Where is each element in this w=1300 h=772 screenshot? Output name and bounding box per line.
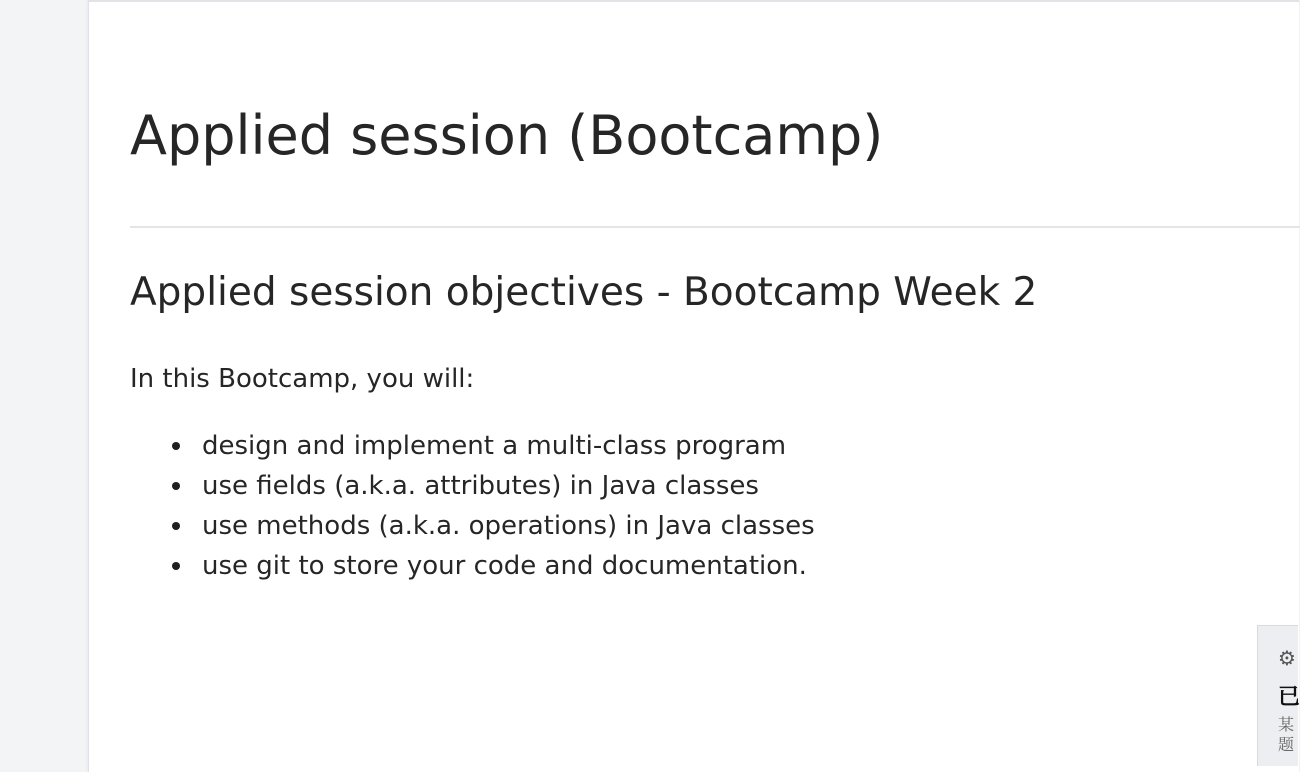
list-item xyxy=(130,466,815,506)
objective-text: use fields (a.k.a. attributes) in Java classes xyxy=(202,471,759,501)
list-item xyxy=(130,546,815,586)
widget-line-1: 某 xyxy=(1278,715,1295,734)
list-item xyxy=(130,426,815,466)
objective-text: use methods (a.k.a. operations) in Java classes xyxy=(202,511,815,541)
intro-text: In this Bootcamp, you will: xyxy=(130,364,475,394)
widget-title: 已 xyxy=(1278,685,1300,710)
section-heading: Applied session objectives - Bootcamp Week 2 xyxy=(130,270,1038,315)
list-item xyxy=(130,506,815,546)
bullet-icon xyxy=(172,442,180,450)
bullet-icon xyxy=(172,522,180,530)
widget-line-2: 题 xyxy=(1278,735,1295,754)
floating-widget-panel[interactable] xyxy=(1257,625,1298,766)
title-divider xyxy=(130,226,1300,228)
objective-text: design and implement a multi-class program xyxy=(202,431,787,461)
page-title: Applied session (Bootcamp) xyxy=(130,104,884,167)
objective-text: use git to store your code and documentation. xyxy=(202,551,807,581)
bullet-icon xyxy=(172,562,180,570)
gear-icon[interactable]: ⚙ xyxy=(1278,646,1296,670)
bullet-icon xyxy=(172,482,180,490)
content-sheet xyxy=(88,0,1299,772)
objectives-list xyxy=(130,426,815,586)
